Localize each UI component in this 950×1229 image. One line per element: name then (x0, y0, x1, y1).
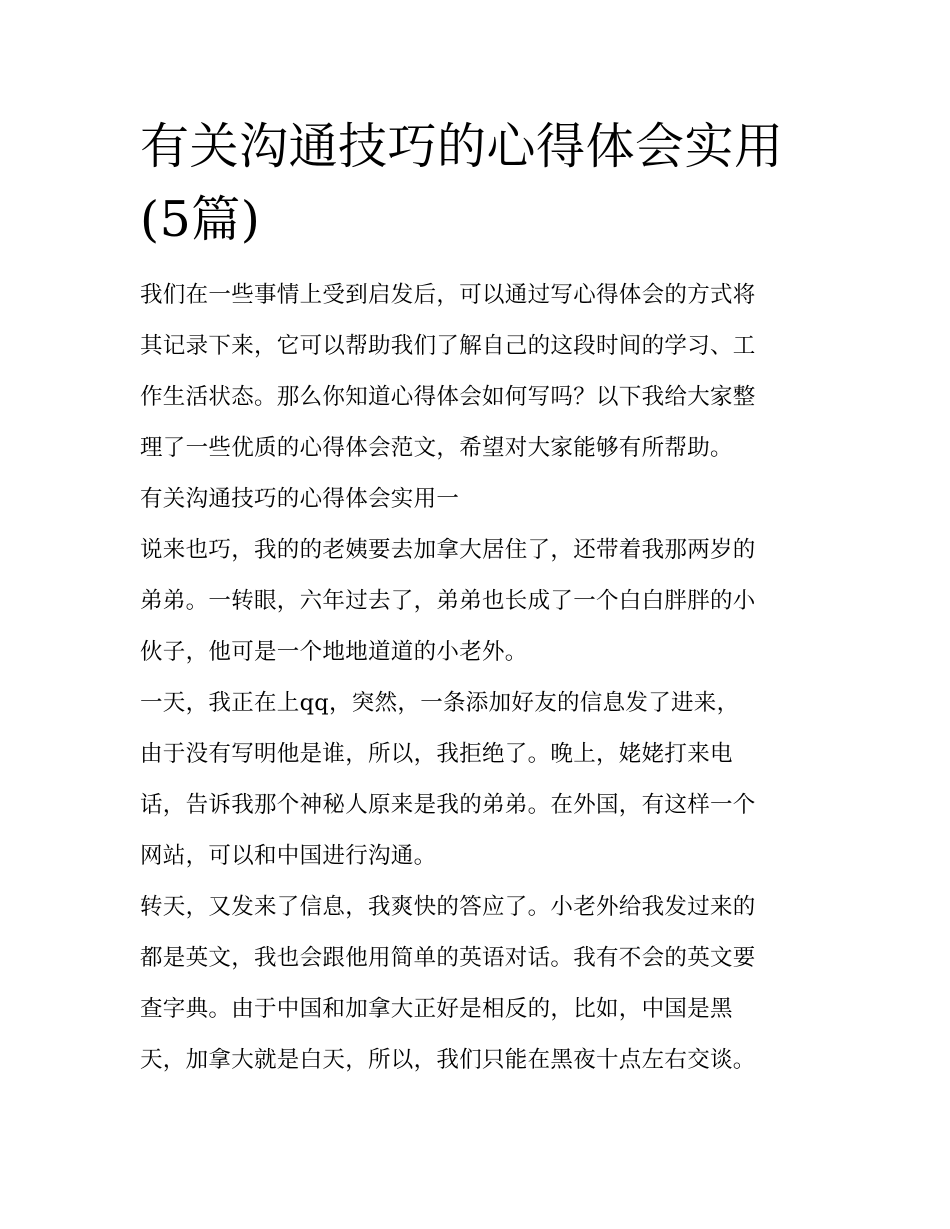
document-title: 有关沟通技巧的心得体会实用 (5篇) (140, 118, 784, 248)
section-heading: 有关沟通技巧的心得体会实用一 (140, 486, 460, 512)
body-paragraph-1: 说来也巧，我的的老姨要去加拿大居住了，还带着我那两岁的 弟弟。一转眼，六年过去了，弟弟也长成了一个白白胖胖的小 伙子，他可是一个地地道道的小老外。 (140, 537, 756, 665)
body-paragraph-2: 一天，我正在上qq，突然，一条添加好友的信息发了进来， 由于没有写明他是谁，所以，我拒绝了。晚上，姥姥打来电 话，告诉我那个神秘人原来是我的弟弟。在外国，有这样一个 网站，可以和中国进行沟通。 (140, 690, 756, 869)
document-page (140, 110, 820, 1086)
body-paragraph-3: 转天，又发来了信息，我爽快的答应了。小老外给我发过来的 都是英文，我也会跟他用简单的英语对话。我有不会的英文要 查字典。由于中国和加拿大正好是相反的，比如，中国是黑 天，加拿大就是白天，所以，我们只能在黑夜十点左右交谈。 (140, 894, 756, 1073)
intro-paragraph: 我们在一些事情上受到启发后，可以通过写心得体会的方式将 其记录下来，它可以帮助我们了解自己的这段时间的学习、工 作生活状态。那么你知道心得体会如何写吗？以下我给大家整 理了一些优质的心得体会范文，希望对大家能够有所帮助。 (140, 282, 756, 461)
